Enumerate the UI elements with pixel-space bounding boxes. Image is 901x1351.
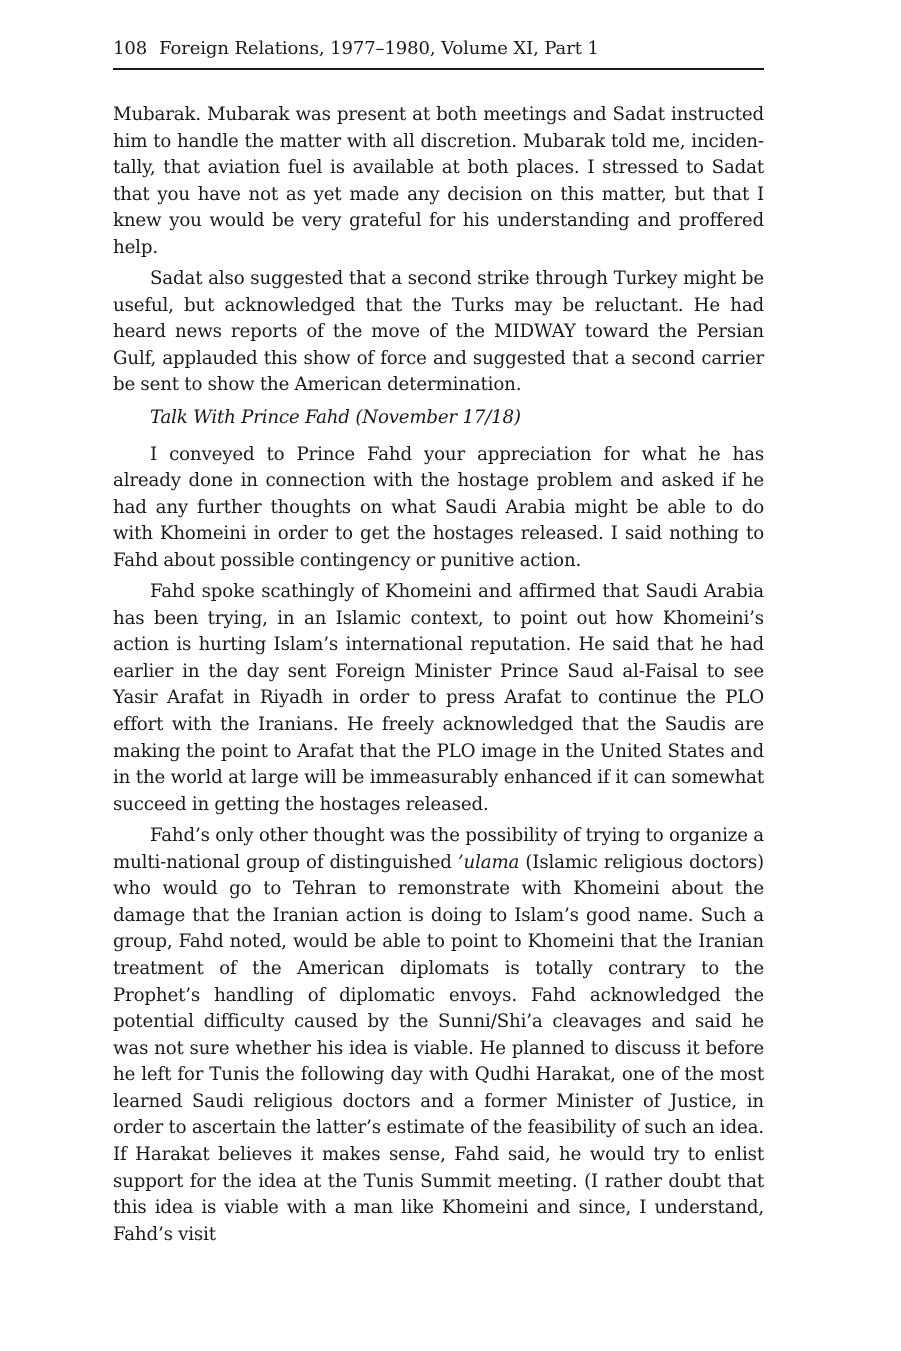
document-page	[113, 36, 764, 1253]
section-heading: Talk With Prince Fahd (November 17/18)	[150, 407, 521, 429]
running-title: Foreign Relations, 1977–1980, Volume XI, Part 1	[159, 38, 599, 59]
page-number: 108	[113, 38, 148, 59]
paragraph-conveyed-to-fahd: I conveyed to Prince Fahd your appreciation for what he has already done in connection with the hostage problem and asked if he had any further thoughts on what Saudi Arabia might be able to do with Khomeini in order to get the hostages released. I said nothing to Fahd about possible contingency or punitive action.	[113, 443, 764, 571]
paragraph-fahd-scathingly: Fahd spoke scathingly of Khomeini and affirmed that Saudi Arabia has been trying, in an Islamic context, to point out how Khomeini’s action is hurting Islam’s international reputation. He said that he had earlier in the day sent Foreign Minister Prince Saud al-Faisal to see Yasir Arafat in Riyadh in order to press Arafat to continue the PLO effort with the Iranians. He freely acknowledged that the Saudis are making the point to Arafat that the PLO image in the United States and in the world at large will be immeasurably enhanced if it can somewhat succeed in getting the hostages released.	[113, 581, 764, 815]
ulama-term: ’ulama	[457, 851, 520, 873]
header-rule	[113, 68, 764, 70]
running-header	[113, 36, 764, 64]
paragraph-continued: Mubarak. Mubarak was present at both meetings and Sadat instructed him to handle the matter with all discretion. Mubarak told me, incidentally, that aviation fuel is available at both places. I stressed to Sadat that you have not as yet made any decision on this matter, but that I knew you would be very grateful for his understanding and proffered help.	[113, 104, 764, 258]
paragraph-fahd-ulama	[113, 823, 764, 1249]
paragraph-text-part: Fahd’s only other thought was the possibility of trying to organize a multi-national group of distinguished	[113, 824, 764, 873]
paragraph-sadat-second-strike: Sadat also suggested that a second strike through Turkey might be useful, but acknowledged that the Turks may be reluctant. He had heard news reports of the move of the MIDWAY toward the Persian Gulf, applauded this show of force and suggested that a second carrier be sent to show the American determination.	[113, 268, 764, 396]
paragraph-text-part: (Islamic religious doctors) who would go to Tehran to remonstrate with Khomeini about the damage that the Iranian action is doing to Islam’s good name. Such a group, Fahd noted, would be able to point to Khomeini that the Iranian treatment of the American diplomats is totally contrary to the Prophet’s handling of diplomatic envoys. Fahd acknowledged the potential difficulty caused by the Sunni/Shi’a cleavages and said he was not sure whether his idea is viable. He planned to discuss it before he left for Tunis the following day with Qudhi Harakat, one of the most learned Saudi religious doctors and a former Minister of Justice, in order to ascertain the latter’s estimate of the feasibility of such an idea. If Harakat believes it makes sense, Fahd said, he would try to enlist support for the idea at the Tunis Summit meeting. (I rather doubt that this idea is viable with a man like Khomeini and since, I understand, Fahd’s visit	[113, 851, 764, 1245]
